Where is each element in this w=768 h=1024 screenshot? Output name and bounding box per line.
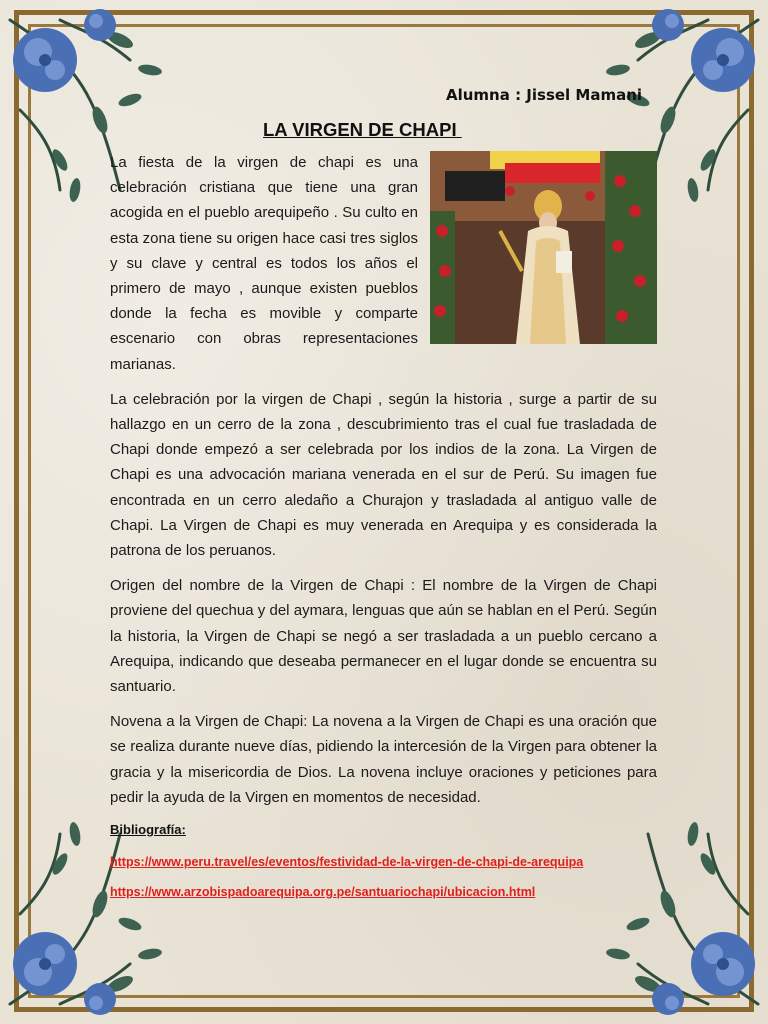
bibliography-heading: Bibliografía:: [110, 822, 186, 838]
paragraph: Novena a la Virgen de Chapi: La novena a la Virgen de Chapi es una oración que se realiza durante nueve días, pidiendo la intercesión de la Virgen para obtener la gracia y la misericordia de Dios. La novena incluye oraciones y peticiones para pedir la ayuda de la Virgen en momentos de necesidad.: [110, 713, 657, 806]
bibliography-link[interactable]: https://www.arzobispadoarequipa.org.pe/santuariochapi/ubicacion.html: [110, 885, 536, 900]
paragraph: La celebración por la virgen de Chapi , según la historia , surge a partir de su hallazgo en un cerro de la zona , descubrimiento tras el cual fue trasladada de Chapi donde empezó a ser celebrada por los indios de la zona. La Virgen de Chapi es una advocación mariana venerada en el sur de Perú. Su imagen fue encontrada en un cerro aledaño a Churajon y trasladada al antiguo valle de Chapi. La Virgen de Chapi es muy venerada en Arequipa y es considerada la patrona de los peruanos.: [110, 390, 657, 560]
author-line: Alumna : Jissel Mamani: [446, 86, 643, 104]
paragraph: Origen del nombre de la Virgen de Chapi : El nombre de la Virgen de Chapi proviene del quechua y del aymara, lenguas que aún se hablan en el Perú. Según la historia, la Virgen de Chapi se negó a ser trasladada a un pueblo cercano a Arequipa, indicando que deseaba permanecer en el lugar donde se encuentra su santuario.: [110, 577, 657, 696]
paragraph: La fiesta de la virgen de chapi es una celebración cristiana que tiene una gran acogida en el pueblo arequipeño . Su culto en esta zona tiene su origen hace casi tres siglos y su clave y central es todos los años el primero de mayo , aunque existen pueblos donde la fecha es movible y comparte escenario con obras representaciones marianas.: [110, 154, 418, 373]
document-body: [110, 150, 657, 912]
virgin-statue-image: [430, 151, 657, 344]
page-title: LA VIRGEN DE CHAPI: [263, 119, 462, 140]
bibliography-link[interactable]: https://www.peru.travel/es/eventos/festividad-de-la-virgen-de-chapi-de-arequipa: [110, 855, 584, 870]
